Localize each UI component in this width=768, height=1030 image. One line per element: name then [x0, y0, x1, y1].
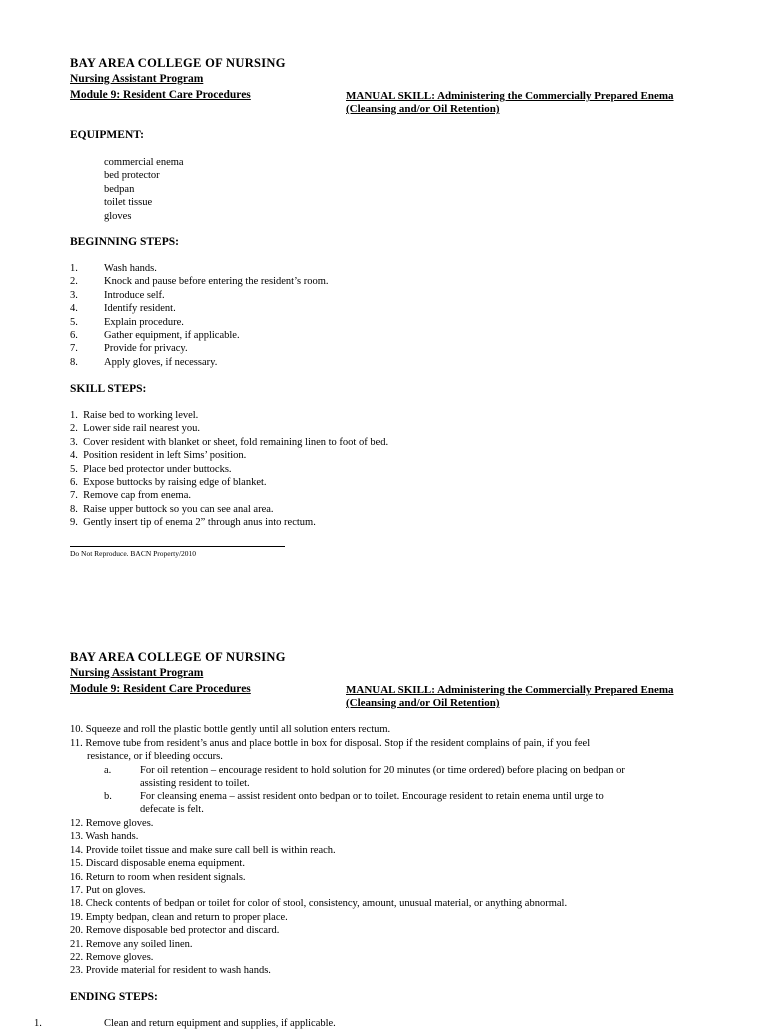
- list-item: [70, 275, 470, 288]
- college-name: BAY AREA COLLEGE OF NURSING: [70, 650, 286, 664]
- list-item: 17. Put on gloves.: [70, 884, 146, 896]
- step-number: 1.: [70, 263, 78, 274]
- equipment-item: toilet tissue: [104, 197, 153, 209]
- step-number: 8.: [70, 356, 78, 368]
- substep-a-label: a.: [104, 765, 112, 776]
- list-item: 16. Return to room when resident signals.: [70, 871, 246, 883]
- manual-skill-subtitle: (Cleansing and/or Oil Retention): [346, 697, 500, 709]
- list-item: [70, 329, 470, 342]
- step-text: Gather equipment, if applicable.: [104, 329, 240, 341]
- substep-b-label: b.: [104, 791, 112, 802]
- manual-skill-title: MANUAL SKILL: Administering the Commercially Prepared Enema: [346, 90, 674, 102]
- step-text: Explain procedure.: [104, 316, 184, 328]
- list-item: 7. Remove cap from enema.: [70, 490, 191, 502]
- beginning-steps-list: [70, 262, 470, 369]
- list-item: [70, 342, 470, 355]
- ending-step-number: 1.: [34, 1018, 42, 1029]
- beginning-steps-heading: BEGINNING STEPS:: [70, 236, 179, 248]
- remaining-steps-list: [70, 817, 567, 978]
- list-item: [70, 289, 470, 302]
- list-item: [70, 316, 470, 329]
- list-item: 20. Remove disposable bed protector and discard.: [70, 925, 280, 937]
- list-item: 9. Gently insert tip of enema 2” through anus into rectum.: [70, 517, 316, 529]
- step-number: 5.: [70, 316, 78, 328]
- list-item: 18. Check contents of bedpan or toilet for color of stool, consistency, amount, unusual material, or anything abnormal.: [70, 898, 568, 910]
- list-item: 22. Remove gloves.: [70, 951, 154, 963]
- list-item: 4. Position resident in left Sims’ position.: [70, 450, 247, 462]
- college-name: BAY AREA COLLEGE OF NURSING: [70, 56, 286, 70]
- list-item: 6. Expose buttocks by raising edge of blanket.: [70, 476, 267, 488]
- substep-a: For oil retention – encourage resident to hold solution for 20 minutes (or time ordered) before placing on bedpan or: [140, 765, 625, 776]
- footer-notice: Do Not Reproduce. BACN Property/2010: [70, 549, 197, 558]
- program-title: Nursing Assistant Program: [70, 73, 204, 85]
- manual-skill-title: MANUAL SKILL: Administering the Commercially Prepared Enema: [346, 684, 674, 696]
- step-11: 11. Remove tube from resident’s anus and place bottle in box for disposal. Stop if the resident complains of pain, if you feel: [70, 738, 591, 749]
- step-text: Knock and pause before entering the resident’s room.: [104, 276, 329, 288]
- list-item: [70, 356, 470, 369]
- equipment-item: commercial enema: [104, 157, 184, 168]
- substep-a-continued: assisting resident to toilet.: [140, 778, 250, 789]
- step-number: 6.: [70, 329, 78, 341]
- equipment-item: gloves: [104, 210, 132, 222]
- list-item: 2. Lower side rail nearest you.: [70, 423, 201, 435]
- module-title: Module 9: Resident Care Procedures: [70, 683, 251, 695]
- module-title: Module 9: Resident Care Procedures: [70, 89, 251, 101]
- list-item: [70, 262, 470, 275]
- ending-steps-heading: ENDING STEPS:: [70, 991, 158, 1003]
- substep-b-continued: defecate is felt.: [140, 804, 204, 815]
- program-title: Nursing Assistant Program: [70, 667, 204, 679]
- ending-step-text: Clean and return equipment and supplies, if applicable.: [104, 1018, 336, 1029]
- list-item: 5. Place bed protector under buttocks.: [70, 463, 232, 475]
- step-text: Provide for privacy.: [104, 343, 188, 355]
- list-item: 8. Raise upper buttock so you can see anal area.: [70, 503, 274, 515]
- equipment-item: bedpan: [104, 183, 135, 195]
- list-item: 19. Empty bedpan, clean and return to proper place.: [70, 911, 288, 923]
- step-10: 10. Squeeze and roll the plastic bottle gently until all solution enters rectum.: [70, 724, 391, 735]
- list-item: 1. Raise bed to working level.: [70, 410, 199, 421]
- list-item: [70, 302, 470, 315]
- manual-skill-subtitle: (Cleansing and/or Oil Retention): [346, 103, 500, 115]
- equipment-heading: EQUIPMENT:: [70, 129, 144, 141]
- substep-b: For cleansing enema – assist resident onto bedpan or to toilet. Encourage resident to retain enema until urge to: [140, 791, 604, 802]
- equipment-list: [104, 156, 184, 223]
- step-text: Identify resident.: [104, 303, 176, 315]
- step-number: 3.: [70, 289, 78, 301]
- list-item: 13. Wash hands.: [70, 831, 139, 843]
- step-number: 7.: [70, 343, 78, 355]
- step-text: Wash hands.: [104, 263, 157, 274]
- list-item: 14. Provide toilet tissue and make sure call bell is within reach.: [70, 844, 336, 856]
- step-number: 4.: [70, 303, 78, 315]
- list-item: 3. Cover resident with blanket or sheet, fold remaining linen to foot of bed.: [70, 436, 389, 448]
- skill-steps-heading: SKILL STEPS:: [70, 383, 147, 395]
- list-item: 15. Discard disposable enema equipment.: [70, 858, 245, 870]
- skill-steps-list: [70, 409, 388, 530]
- list-item: 23. Provide material for resident to wash hands.: [70, 965, 271, 977]
- step-text: Apply gloves, if necessary.: [104, 356, 218, 368]
- step-number: 2.: [70, 276, 78, 288]
- step-11-continued: resistance, or if bleeding occurs.: [87, 751, 223, 762]
- footer-rule: [70, 546, 285, 547]
- list-item: 21. Remove any soiled linen.: [70, 938, 193, 950]
- equipment-item: bed protector: [104, 170, 160, 182]
- step-text: Introduce self.: [104, 289, 165, 301]
- list-item: 12. Remove gloves.: [70, 818, 154, 829]
